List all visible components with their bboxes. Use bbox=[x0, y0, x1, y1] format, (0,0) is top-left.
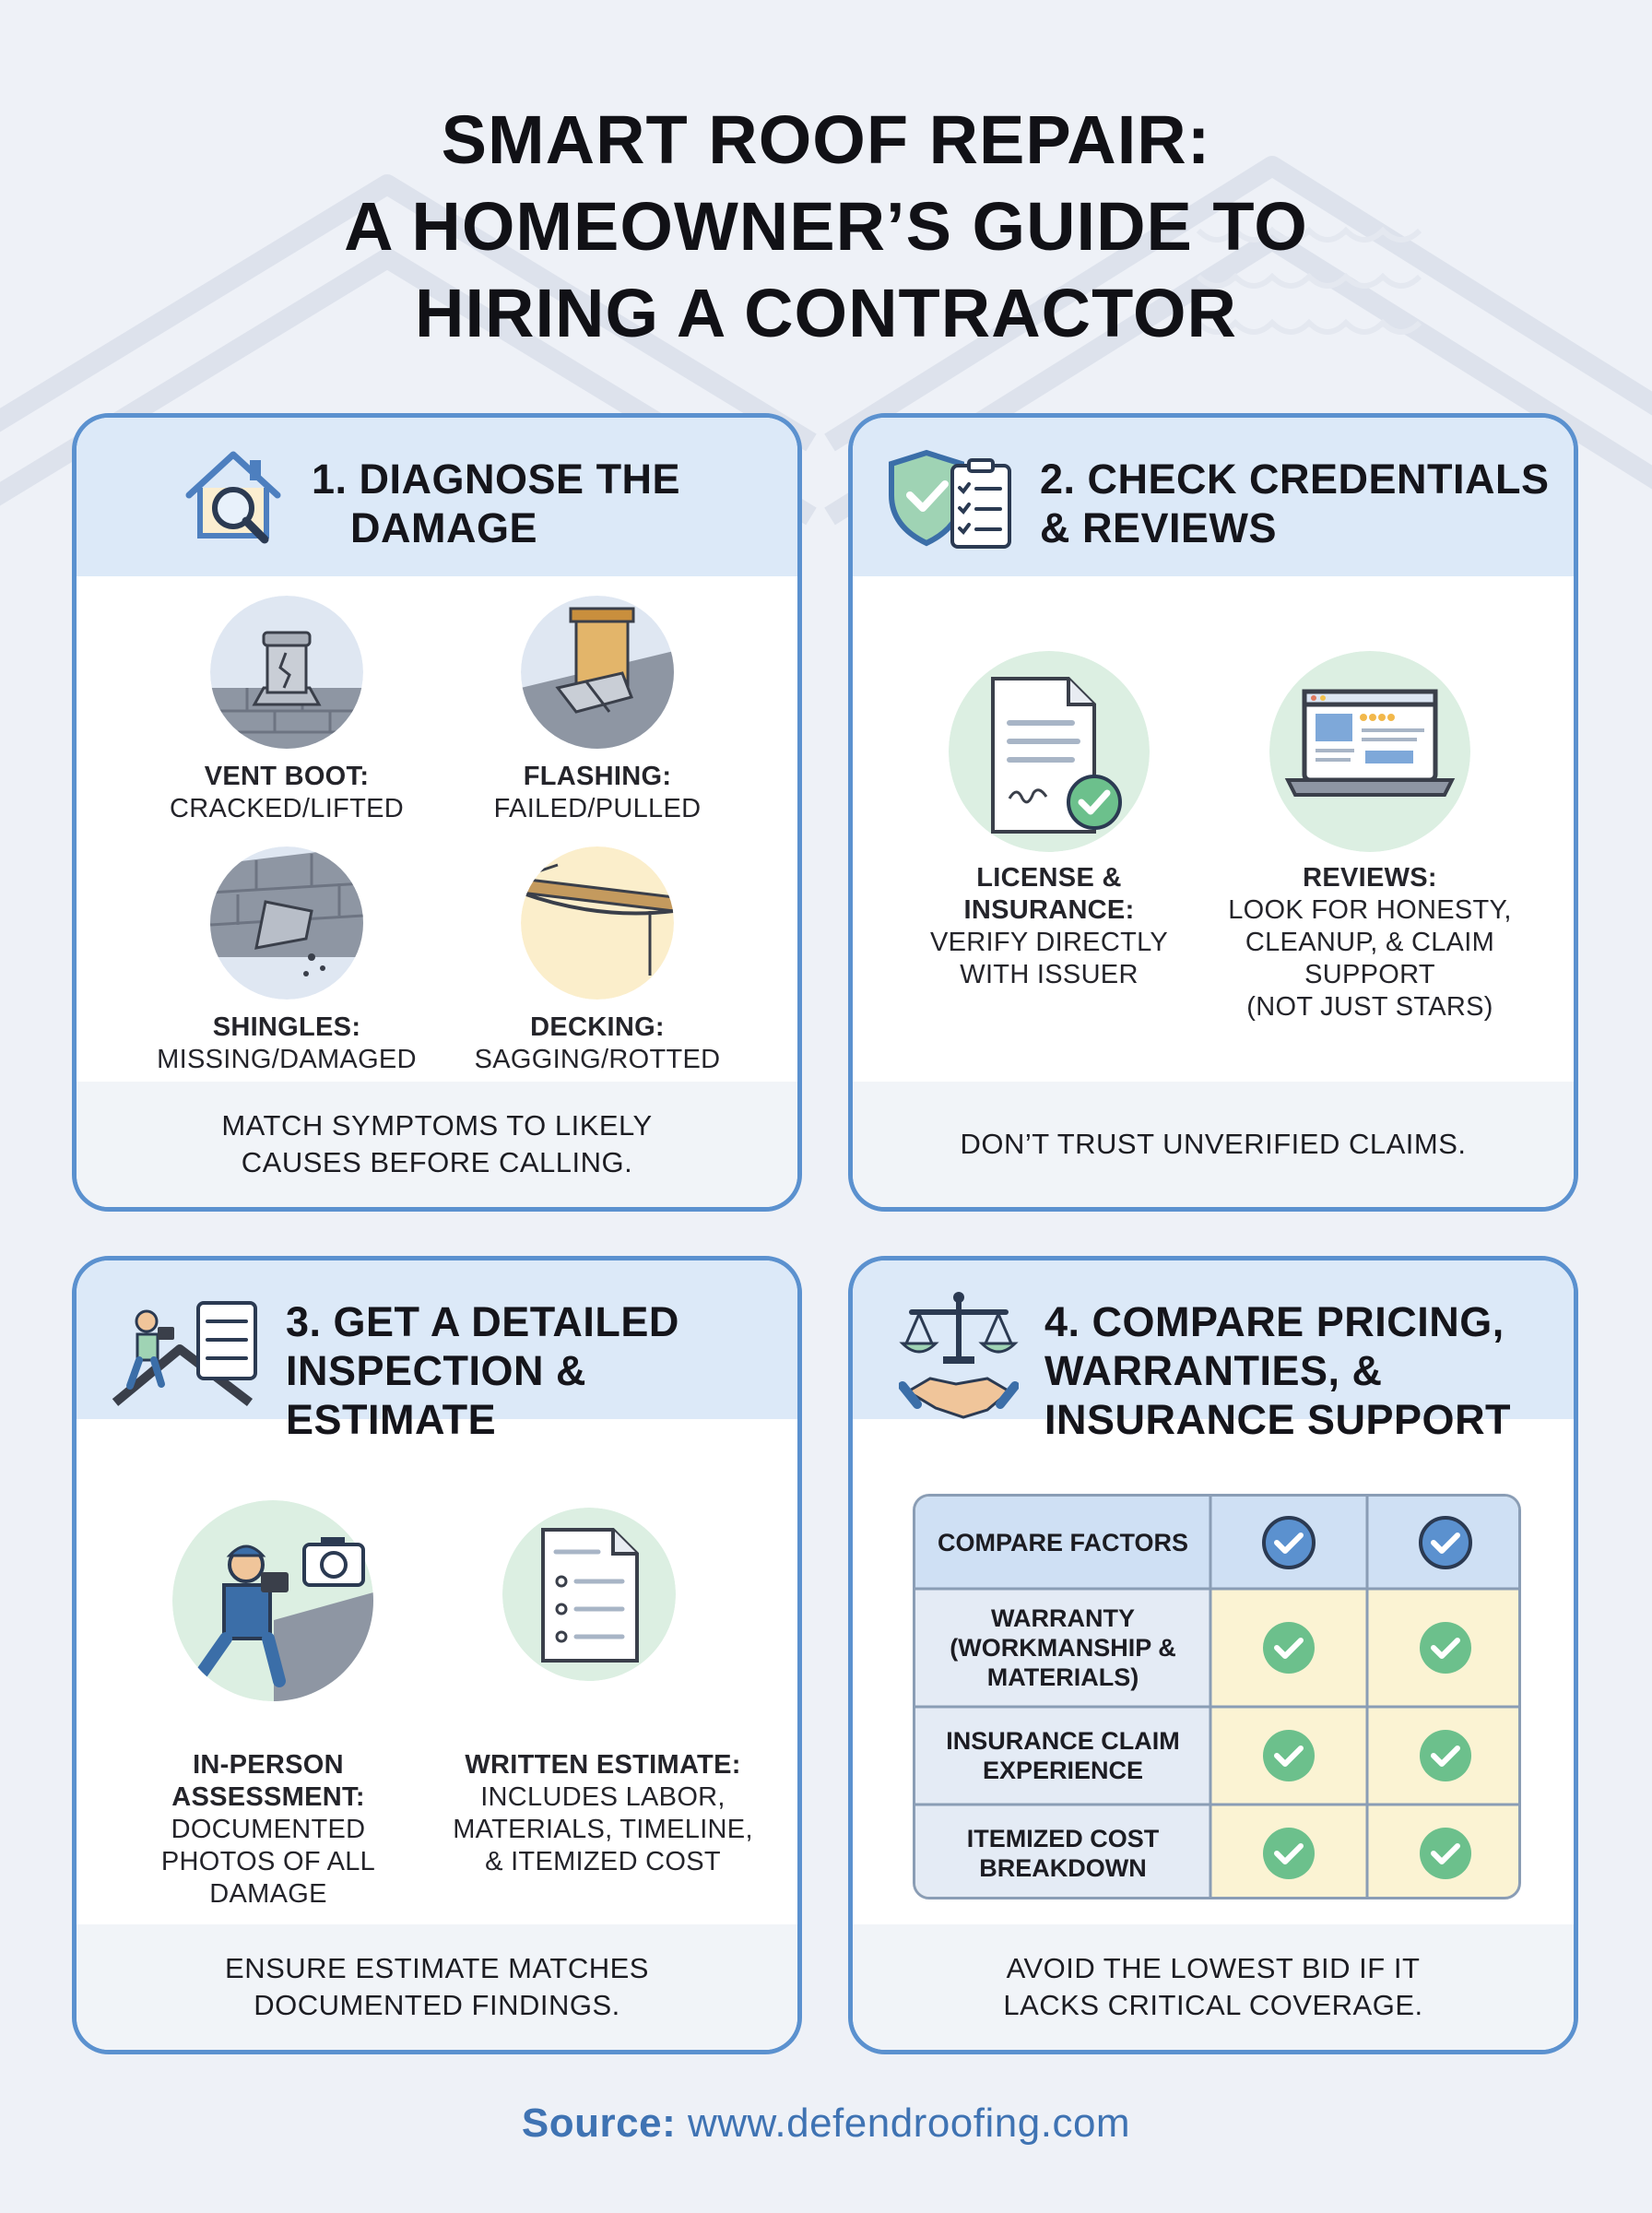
row-label-line: (WORKMANSHIP & bbox=[950, 1634, 1176, 1662]
card-inspection-estimate bbox=[72, 1256, 802, 2054]
tile-label: VENT BOOT: bbox=[204, 762, 370, 791]
page-title bbox=[0, 97, 1652, 357]
header-check-icon bbox=[1421, 1518, 1470, 1568]
tile-description: MISSING/DAMAGED bbox=[157, 1045, 417, 1074]
card-title bbox=[286, 1297, 679, 1444]
tile-label: INSURANCE: bbox=[963, 895, 1135, 925]
shingles-icon bbox=[210, 846, 363, 1000]
check-icon bbox=[1420, 1730, 1471, 1781]
card-title bbox=[312, 455, 680, 552]
card-title-line: ESTIMATE bbox=[286, 1396, 497, 1443]
card-footer bbox=[853, 1924, 1574, 2050]
tile-vent-boot bbox=[132, 761, 442, 825]
decking-icon bbox=[521, 846, 674, 1000]
card-title-line: WARRANTIES, & bbox=[1044, 1347, 1383, 1394]
house-magnifier-icon bbox=[180, 444, 287, 550]
card-footer bbox=[853, 1082, 1574, 1207]
title-line: A HOMEOWNER’S GUIDE TO bbox=[344, 188, 1308, 265]
card-diagnose-damage bbox=[72, 413, 802, 1212]
tile-description: CRACKED/LIFTED bbox=[170, 794, 404, 823]
camera-icon bbox=[301, 1533, 367, 1589]
source-url[interactable]: www.defendroofing.com bbox=[687, 2101, 1131, 2146]
row-label-line: ITEMIZED COST bbox=[966, 1825, 1160, 1852]
tile-description: MATERIALS, TIMELINE, bbox=[453, 1815, 753, 1844]
card-title-line: INSPECTION & bbox=[286, 1347, 587, 1394]
card-title-line: DAMAGE bbox=[350, 504, 537, 551]
table-header-text: COMPARE FACTORS bbox=[937, 1529, 1189, 1556]
check-icon bbox=[1263, 1828, 1315, 1879]
tile-in-person-assessment bbox=[113, 1749, 423, 1911]
footer-line: DOCUMENTED FINDINGS. bbox=[254, 1989, 620, 2021]
tile-description: FAILED/PULLED bbox=[493, 794, 702, 823]
card-title-line: 4. COMPARE PRICING, bbox=[1044, 1298, 1504, 1345]
row-label-line: BREAKDOWN bbox=[979, 1854, 1147, 1882]
tile-description: & ITEMIZED COST bbox=[485, 1847, 721, 1876]
card-check-credentials bbox=[848, 413, 1578, 1212]
roof-inspector-icon bbox=[112, 1299, 268, 1410]
tile-label: FLASHING: bbox=[523, 762, 672, 791]
table-grid-and-checks bbox=[915, 1497, 1521, 1899]
footer-line: AVOID THE LOWEST BID IF IT bbox=[1006, 1952, 1421, 1984]
inspector-camera-icon bbox=[172, 1500, 373, 1701]
tile-label: IN-PERSON bbox=[193, 1750, 344, 1780]
tile-shingles bbox=[132, 1012, 442, 1076]
card-title-line: INSURANCE SUPPORT bbox=[1044, 1396, 1512, 1443]
license-document-icon bbox=[949, 651, 1150, 852]
tile-label: WRITTEN ESTIMATE: bbox=[465, 1750, 741, 1780]
tile-description: PHOTOS OF ALL bbox=[160, 1847, 376, 1876]
tile-label: REVIEWS: bbox=[1303, 863, 1437, 893]
vent-boot-icon bbox=[210, 596, 363, 749]
scale-handshake-icon bbox=[899, 1288, 1019, 1426]
card-title-line: 2. CHECK CREDENTIALS bbox=[1040, 456, 1550, 503]
tile-description: VERIFY DIRECTLY bbox=[929, 928, 1169, 957]
tile-label: SHINGLES: bbox=[212, 1012, 361, 1042]
tile-description: CLEANUP, & CLAIM bbox=[1245, 928, 1495, 957]
comparison-table bbox=[913, 1494, 1521, 1899]
footer-line: DON’T TRUST UNVERIFIED CLAIMS. bbox=[960, 1128, 1467, 1160]
tile-description: DOCUMENTED bbox=[171, 1815, 366, 1844]
laptop-reviews-icon bbox=[1269, 651, 1470, 852]
card-title bbox=[1040, 455, 1550, 552]
tile-description: INCLUDES LABOR, bbox=[480, 1782, 726, 1812]
footer-line: MATCH SYMPTOMS TO LIKELY bbox=[221, 1109, 653, 1142]
row-label-line: WARRANTY bbox=[991, 1604, 1135, 1632]
card-compare-pricing bbox=[848, 1256, 1578, 2054]
tile-written-estimate bbox=[436, 1749, 770, 1878]
tile-label: ASSESSMENT: bbox=[171, 1782, 365, 1812]
tile-description: DAMAGE bbox=[209, 1879, 327, 1909]
tile-flashing bbox=[442, 761, 752, 825]
row-label-line: MATERIALS) bbox=[986, 1663, 1139, 1691]
flashing-icon bbox=[521, 596, 674, 749]
source-label: Source: bbox=[521, 2101, 677, 2146]
tile-license-insurance bbox=[897, 862, 1201, 991]
tile-label: DECKING: bbox=[530, 1012, 665, 1042]
card-title-line: 3. GET A DETAILED bbox=[286, 1298, 679, 1345]
card-footer bbox=[77, 1082, 797, 1207]
tile-description: WITH ISSUER bbox=[960, 960, 1139, 989]
check-icon bbox=[1263, 1730, 1315, 1781]
row-label-line: INSURANCE CLAIM bbox=[946, 1727, 1180, 1755]
check-icon bbox=[1420, 1622, 1471, 1674]
tile-description: LOOK FOR HONESTY, bbox=[1228, 895, 1512, 925]
card-footer bbox=[77, 1924, 797, 2050]
shield-checklist-icon bbox=[888, 447, 1017, 554]
card-title bbox=[1044, 1297, 1511, 1444]
tile-description: (NOT JUST STARS) bbox=[1246, 992, 1493, 1022]
header-check-icon bbox=[1264, 1518, 1314, 1568]
footer-line: ENSURE ESTIMATE MATCHES bbox=[225, 1952, 649, 1984]
tile-description: SAGGING/ROTTED bbox=[474, 1045, 721, 1074]
tile-description: SUPPORT bbox=[1304, 960, 1435, 989]
footer-line: LACKS CRITICAL COVERAGE. bbox=[1003, 1989, 1423, 2021]
title-line: SMART ROOF REPAIR: bbox=[441, 101, 1211, 178]
tile-label: LICENSE & bbox=[976, 863, 1122, 893]
footer-line: CAUSES BEFORE CALLING. bbox=[241, 1146, 633, 1178]
tile-decking bbox=[442, 1012, 752, 1076]
card-title-line: 1. DIAGNOSE THE bbox=[312, 456, 681, 503]
check-icon bbox=[1263, 1622, 1315, 1674]
estimate-document-icon bbox=[502, 1508, 676, 1681]
title-line: HIRING A CONTRACTOR bbox=[415, 275, 1237, 351]
check-icon bbox=[1420, 1828, 1471, 1879]
card-title-line: & REVIEWS bbox=[1040, 504, 1278, 551]
tile-reviews bbox=[1203, 862, 1537, 1024]
source-line bbox=[0, 2101, 1652, 2147]
row-label-line: EXPERIENCE bbox=[982, 1757, 1144, 1784]
